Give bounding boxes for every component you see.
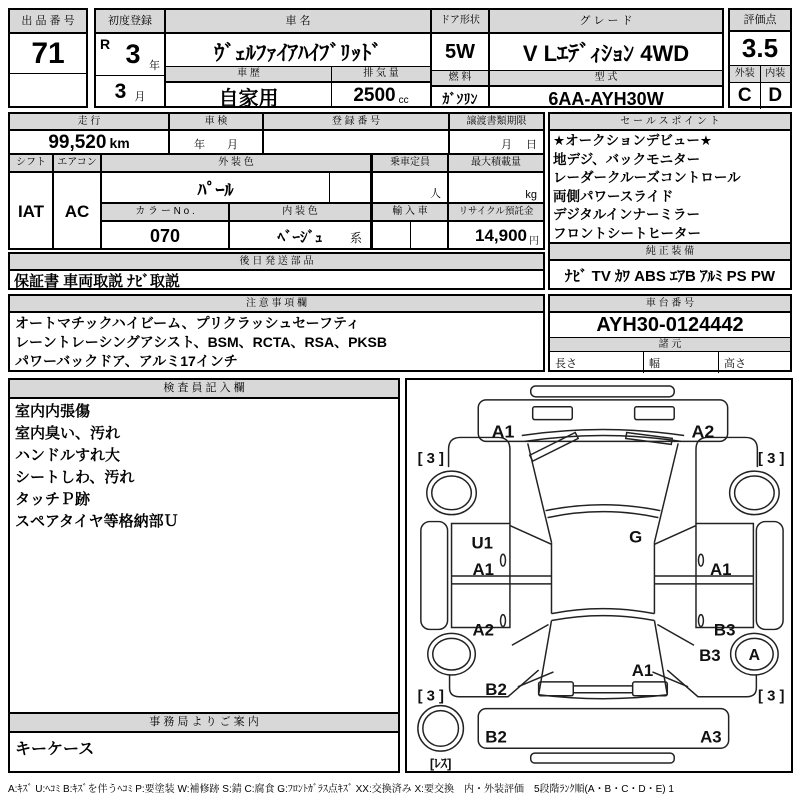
interior-grade-value: D [768, 85, 783, 106]
inspector-note-line: シートしわ、汚れ [15, 469, 135, 486]
import-cell-1 [373, 222, 411, 250]
capacity-unit: 人 [430, 188, 441, 200]
sales-point-line: 両側パワースライド [553, 188, 674, 204]
transfer-deadline-label: 譲渡書類期限 [450, 114, 543, 131]
sales-point-line: 地デジ、バックモニター [553, 151, 701, 167]
spec-width-label: 幅 [644, 352, 719, 373]
tailgate-edge [654, 621, 667, 695]
capacity-label: 乗車定員 [373, 155, 447, 173]
windshield-top-line [548, 512, 659, 518]
auction-no-empty [10, 74, 86, 106]
windshield-top-line [546, 505, 661, 511]
interior-color-box [228, 202, 372, 250]
recycle-deposit-box [447, 202, 545, 250]
caution-line: オートマチックハイビーム、プリクラッシュセーフティ [15, 315, 360, 331]
damage-label: [ 3 ] [417, 451, 444, 468]
damage-label: A1 [472, 560, 494, 580]
mileage-label: 走 行 [10, 114, 168, 131]
interior-color-suffix: 系 [349, 231, 362, 245]
caution-label: 注 意 事 項 欄 [10, 296, 543, 313]
damage-label: U1 [471, 533, 493, 553]
displacement-unit: cc [398, 94, 409, 106]
chassis-box [548, 294, 792, 372]
caution-box [8, 294, 545, 372]
exterior-grade-label: 外装 [730, 66, 761, 82]
mileage-value: 99,520 [48, 132, 107, 153]
door-shape-value: 5W [445, 40, 475, 63]
score-label: 評価点 [730, 10, 790, 32]
sales-points-box [548, 112, 792, 244]
recycle-deposit-value: 14,900 [475, 226, 527, 245]
car-name-label: 車 名 [166, 10, 430, 34]
rear-window-top-line [551, 616, 654, 621]
color-no-label: カ ラ ー N o . [102, 204, 228, 222]
inspector-notes-label: 検 査 員 記 入 欄 [10, 380, 398, 399]
mileage-unit: km [109, 135, 130, 151]
office-info-value: キーケース [15, 741, 95, 758]
registration-no-label: 登 録 番 号 [264, 114, 448, 131]
damage-label: A1 [491, 421, 515, 442]
damage-label: A2 [691, 421, 715, 442]
inspector-note-line: スペアタイヤ等格納部Ｕ [15, 513, 179, 530]
diagram-labels [418, 421, 785, 771]
damage-label: [ 3 ] [758, 688, 785, 705]
interior-color-label: 内 装 色 [230, 204, 370, 222]
side-strip-right-line [654, 576, 753, 584]
damage-label: [ 3 ] [758, 451, 785, 468]
damage-label: A3 [700, 727, 722, 747]
damage-label: A1 [631, 660, 654, 680]
registration-no-value [264, 131, 448, 155]
grade-box [488, 8, 724, 108]
era-value: R [100, 36, 111, 52]
displacement-label: 排 気 量 [332, 66, 430, 83]
exterior-grade-value: C [730, 83, 761, 109]
door-handle [698, 615, 703, 627]
damage-label: A2 [472, 620, 494, 640]
reg-year-value: 3 [125, 39, 141, 69]
max-load-box [447, 153, 545, 204]
taillight-right-shape [633, 682, 668, 696]
oem-equip-box [548, 242, 792, 290]
damage-label: B3 [713, 620, 736, 640]
shaken-box [168, 112, 264, 155]
fuel-value: ｶﾞｿﾘﾝ [442, 91, 478, 107]
specs-label: 諸 元 [550, 338, 790, 352]
shaken-label: 車 検 [170, 114, 262, 131]
spec-length-label: 長さ [550, 352, 644, 373]
office-info-box [8, 712, 400, 773]
rear-panel-shape [478, 709, 728, 749]
import-car-box [371, 202, 449, 250]
score-box [728, 8, 792, 108]
import-car-label: 輸 入 車 [373, 204, 447, 222]
windshield-edge [654, 443, 678, 542]
damage-label: G [629, 527, 643, 547]
wheel-front-right [730, 471, 779, 515]
interior-grade-label: 内装 [761, 66, 791, 82]
exterior-color-box [100, 153, 372, 204]
model-code-label: 型 式 [490, 70, 722, 87]
max-load-label: 最大積載量 [449, 155, 543, 173]
aircon-value: AC [64, 201, 90, 221]
fuel-label: 燃 料 [432, 70, 488, 87]
first-registration-box [94, 8, 166, 108]
spec-height-label: 高さ [724, 357, 746, 370]
recycle-deposit-label: リサイクル預託金 [449, 204, 543, 222]
shaken-value: 年 月 [194, 139, 238, 151]
damage-label: A1 [709, 560, 732, 580]
transfer-deadline-value: 月 日 [500, 139, 537, 151]
car-name-value: ｳﾞｪﾙﾌｧｲｱﾊｲﾌﾞﾘｯﾄﾞ [214, 42, 382, 65]
auction-no-value: 71 [10, 34, 86, 74]
cowl-line [522, 430, 684, 436]
spare-tire-shape [418, 706, 464, 752]
quarter-band-right-line [652, 624, 694, 686]
sales-points-label: セ ー ル ス ポ イ ン ト [550, 114, 790, 131]
later-parts-label: 後 日 発 送 部 品 [10, 254, 543, 271]
side-sill-left-shape [421, 522, 448, 630]
car-name-box [164, 8, 432, 108]
sales-point-line: デジタルインナーミラー [553, 207, 701, 223]
inspector-notes-box [8, 378, 400, 714]
door-shape-box [430, 8, 490, 108]
aircon-label: エアコン [54, 155, 100, 173]
caution-line: パワーバックドア、アルミ17インチ [15, 353, 238, 369]
license-recess-line [573, 686, 632, 693]
chassis-no-label: 車 台 番 号 [550, 296, 790, 313]
history-value: 自家用 [218, 87, 279, 110]
shift-value: IAT [17, 201, 45, 221]
damage-label: B2 [485, 679, 507, 699]
shift-label: シフト [10, 155, 52, 173]
damage-label: [ 3 ] [417, 688, 444, 705]
wheel-front-left [427, 471, 476, 515]
headlight-right-shape [635, 407, 675, 420]
color-no-value: 070 [149, 225, 181, 246]
side-sill-right-shape [756, 522, 783, 630]
exterior-color-label: 外 装 色 [102, 155, 370, 173]
chassis-no-value: AYH30-0124442 [550, 313, 790, 338]
inspector-note-line: ハンドルすれ大 [15, 447, 121, 464]
registration-no-box [262, 112, 450, 155]
door-shape-label: ドア形状 [432, 10, 488, 34]
grade-label: グ レ ー ド [490, 10, 722, 34]
first-registration-label: 初度登録 [96, 10, 164, 34]
year-unit: 年 [149, 60, 160, 72]
mileage-box [8, 112, 170, 155]
taillight-left-shape [539, 682, 574, 696]
damage-label: [ﾚｽ] [429, 755, 452, 771]
damage-label: B2 [485, 727, 507, 747]
auction-no-box [8, 8, 88, 108]
quarter-band-left-line [512, 624, 554, 686]
diagram-box [405, 378, 793, 773]
exterior-color-value: ﾊﾟｰﾙ [102, 173, 330, 204]
legend-text: A:ｷｽﾞ U:ﾍｺﾐ B:ｷｽﾞを伴うﾍｺﾐ P:要塗装 W:補修跡 S:錆 C:腐食 G:ﾌﾛﾝﾄｶﾞﾗｽ点ｷｽﾞ XX:交換済み X:要交換 内・外装評価 5段階ﾗﾝｸ順(A・B・C・D・E) 1 [8, 784, 674, 795]
inspector-note-line: 室内内張傷 [15, 403, 91, 420]
inspector-note-line: タッチＰ跡 [15, 491, 91, 508]
month-unit: 月 [134, 91, 146, 103]
sales-point-line: レーダークルーズコントロール [553, 170, 741, 186]
pillar-connector-line [510, 526, 696, 545]
score-value: 3.5 [730, 32, 790, 66]
aircon-box [52, 153, 102, 250]
inspector-note-line: 室内臭い、汚れ [15, 425, 121, 442]
vehicle-damage-diagram [407, 380, 791, 771]
door-handle [698, 554, 703, 566]
oem-equip-label: 純 正 装 備 [550, 244, 790, 261]
capacity-box [371, 153, 449, 204]
tailgate-edge [539, 621, 552, 695]
wiper-right-shape [626, 432, 673, 444]
later-parts-value: 保証書 車両取説 ﾅﾋﾞ取説 [14, 273, 180, 290]
interior-color-value: ﾍﾞｰｼﾞｭ [277, 228, 323, 246]
rear-window-top-line [551, 609, 654, 614]
recycle-deposit-unit: 円 [529, 235, 539, 247]
side-strip-left-line [452, 576, 552, 584]
caution-line: レーントレーシングアシスト、BSM、RCTA、RSA、PKSB [15, 334, 387, 350]
office-info-label: 事 務 局 よ り ご 案 内 [10, 714, 398, 733]
color-no-box [100, 202, 230, 250]
front-bumper-shape [531, 386, 675, 397]
rear-bumper-shape [531, 753, 675, 763]
grade-value: V Lｴﾃﾞｨｼｮﾝ 4WD [522, 40, 690, 66]
damage-label: B3 [699, 646, 721, 666]
damage-label: A [748, 647, 761, 665]
model-code-value: 6AA-AYH30W [548, 88, 664, 109]
oem-equip-value: ﾅﾋﾞ TV ｶﾜ ABS ｴｱB ｱﾙﾐ PS PW [564, 268, 775, 285]
reg-month-value: 3 [114, 80, 127, 103]
max-load-unit: kg [525, 189, 537, 201]
later-parts-box [8, 252, 545, 290]
auction-no-label: 出 品 番 号 [10, 10, 86, 34]
sales-point-line: ★オークションデビュー★ [553, 133, 712, 148]
history-label: 車 歴 [166, 66, 331, 83]
shift-box [8, 153, 54, 250]
wheel-rear-left [428, 633, 476, 675]
import-cell-2 [411, 222, 448, 250]
sales-point-line: フロントシートヒーター [553, 225, 701, 241]
exterior-color-sub-cell [330, 173, 370, 204]
door-handle [501, 554, 506, 566]
headlight-left-shape [533, 407, 573, 420]
door-handle [501, 615, 506, 627]
transfer-deadline-box [448, 112, 545, 155]
displacement-value: 2500 [353, 85, 396, 106]
